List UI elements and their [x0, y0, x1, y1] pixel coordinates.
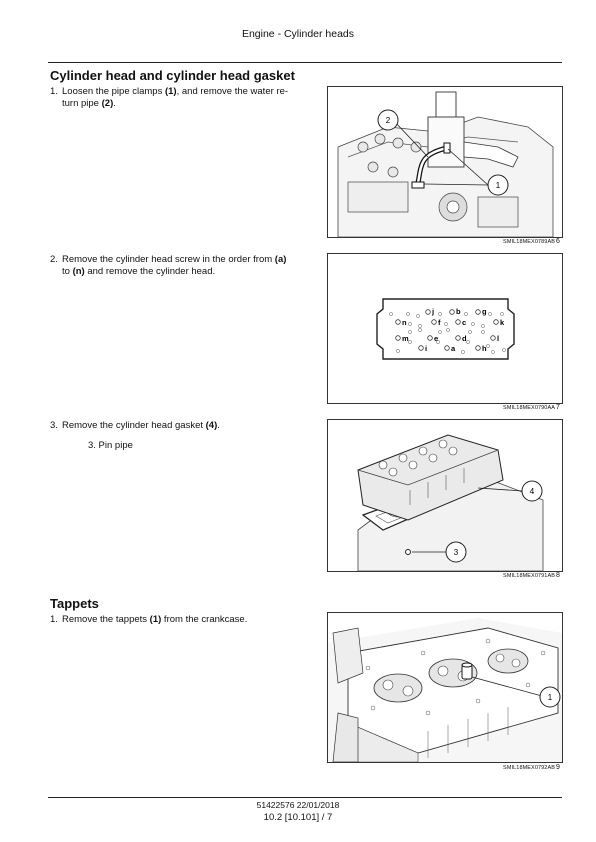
figure-head-screw-order: [327, 253, 563, 404]
step-3-text: 3. Remove the cylinder head gasket (4).: [50, 420, 220, 431]
callout-2-label: 2: [385, 116, 391, 125]
callout-1-label: 1: [547, 693, 553, 702]
figure-6-code: SMIL18MEX0789AB: [503, 239, 555, 245]
callout-3-label: 3: [453, 548, 459, 557]
screw-label-l: l: [497, 334, 500, 343]
page-header: Engine - Cylinder heads: [241, 28, 355, 40]
screw-label-e: e: [434, 334, 439, 343]
screw-label-m: m: [402, 334, 409, 343]
figure-9-code: SMIL18MEX0792AB: [503, 765, 555, 771]
figure-6-number: 6: [556, 238, 560, 245]
step-2-text: 2. Remove the cylinder head screw in the order from (a) to (n) and remove the cylinder head.: [50, 254, 287, 277]
screw-label-i: i: [425, 344, 428, 353]
screw-label-c: c: [462, 318, 467, 327]
figure-head-gasket: [327, 419, 563, 572]
figure-8-number: 8: [556, 572, 560, 579]
screw-label-n: n: [402, 318, 407, 327]
screw-label-k: k: [500, 318, 505, 327]
screw-label-d: d: [462, 334, 467, 343]
figure-7-number: 7: [556, 404, 560, 411]
step-3-subitem: 3. Pin pipe: [88, 440, 133, 451]
figure-water-return-pipe: [327, 86, 563, 238]
footer-rule: [48, 797, 562, 798]
screw-label-f: f: [438, 318, 441, 327]
header-rule: [48, 62, 562, 63]
callout-4-label: 4: [529, 487, 535, 496]
screw-label-h: h: [482, 344, 487, 353]
footer-page-number: 10.2 [10.101] / 7: [263, 812, 333, 823]
screw-label-b: b: [456, 307, 461, 316]
figure-8-code: SMIL18MEX0791AB: [503, 573, 555, 579]
section-heading-tappets: Tappets: [50, 596, 99, 611]
figure-tappets: [327, 612, 563, 763]
screw-label-j: j: [432, 307, 435, 316]
tappets-step-1-text: 1. Remove the tappets (1) from the crankcase.: [50, 614, 248, 625]
footer-document-id: 51422576 22/01/2018: [256, 800, 340, 810]
section-heading-cylinder-head: Cylinder head and cylinder head gasket: [50, 68, 295, 83]
screw-label-g: g: [482, 307, 487, 316]
figure-7-code: SMIL18MEX0790AA: [503, 405, 555, 411]
step-1-text: 1. Loosen the pipe clamps (1), and remove the water re- turn pipe (2).: [50, 86, 289, 109]
figure-9-number: 9: [556, 764, 560, 771]
screw-label-a: a: [451, 344, 456, 353]
callout-1-label: 1: [495, 181, 501, 190]
